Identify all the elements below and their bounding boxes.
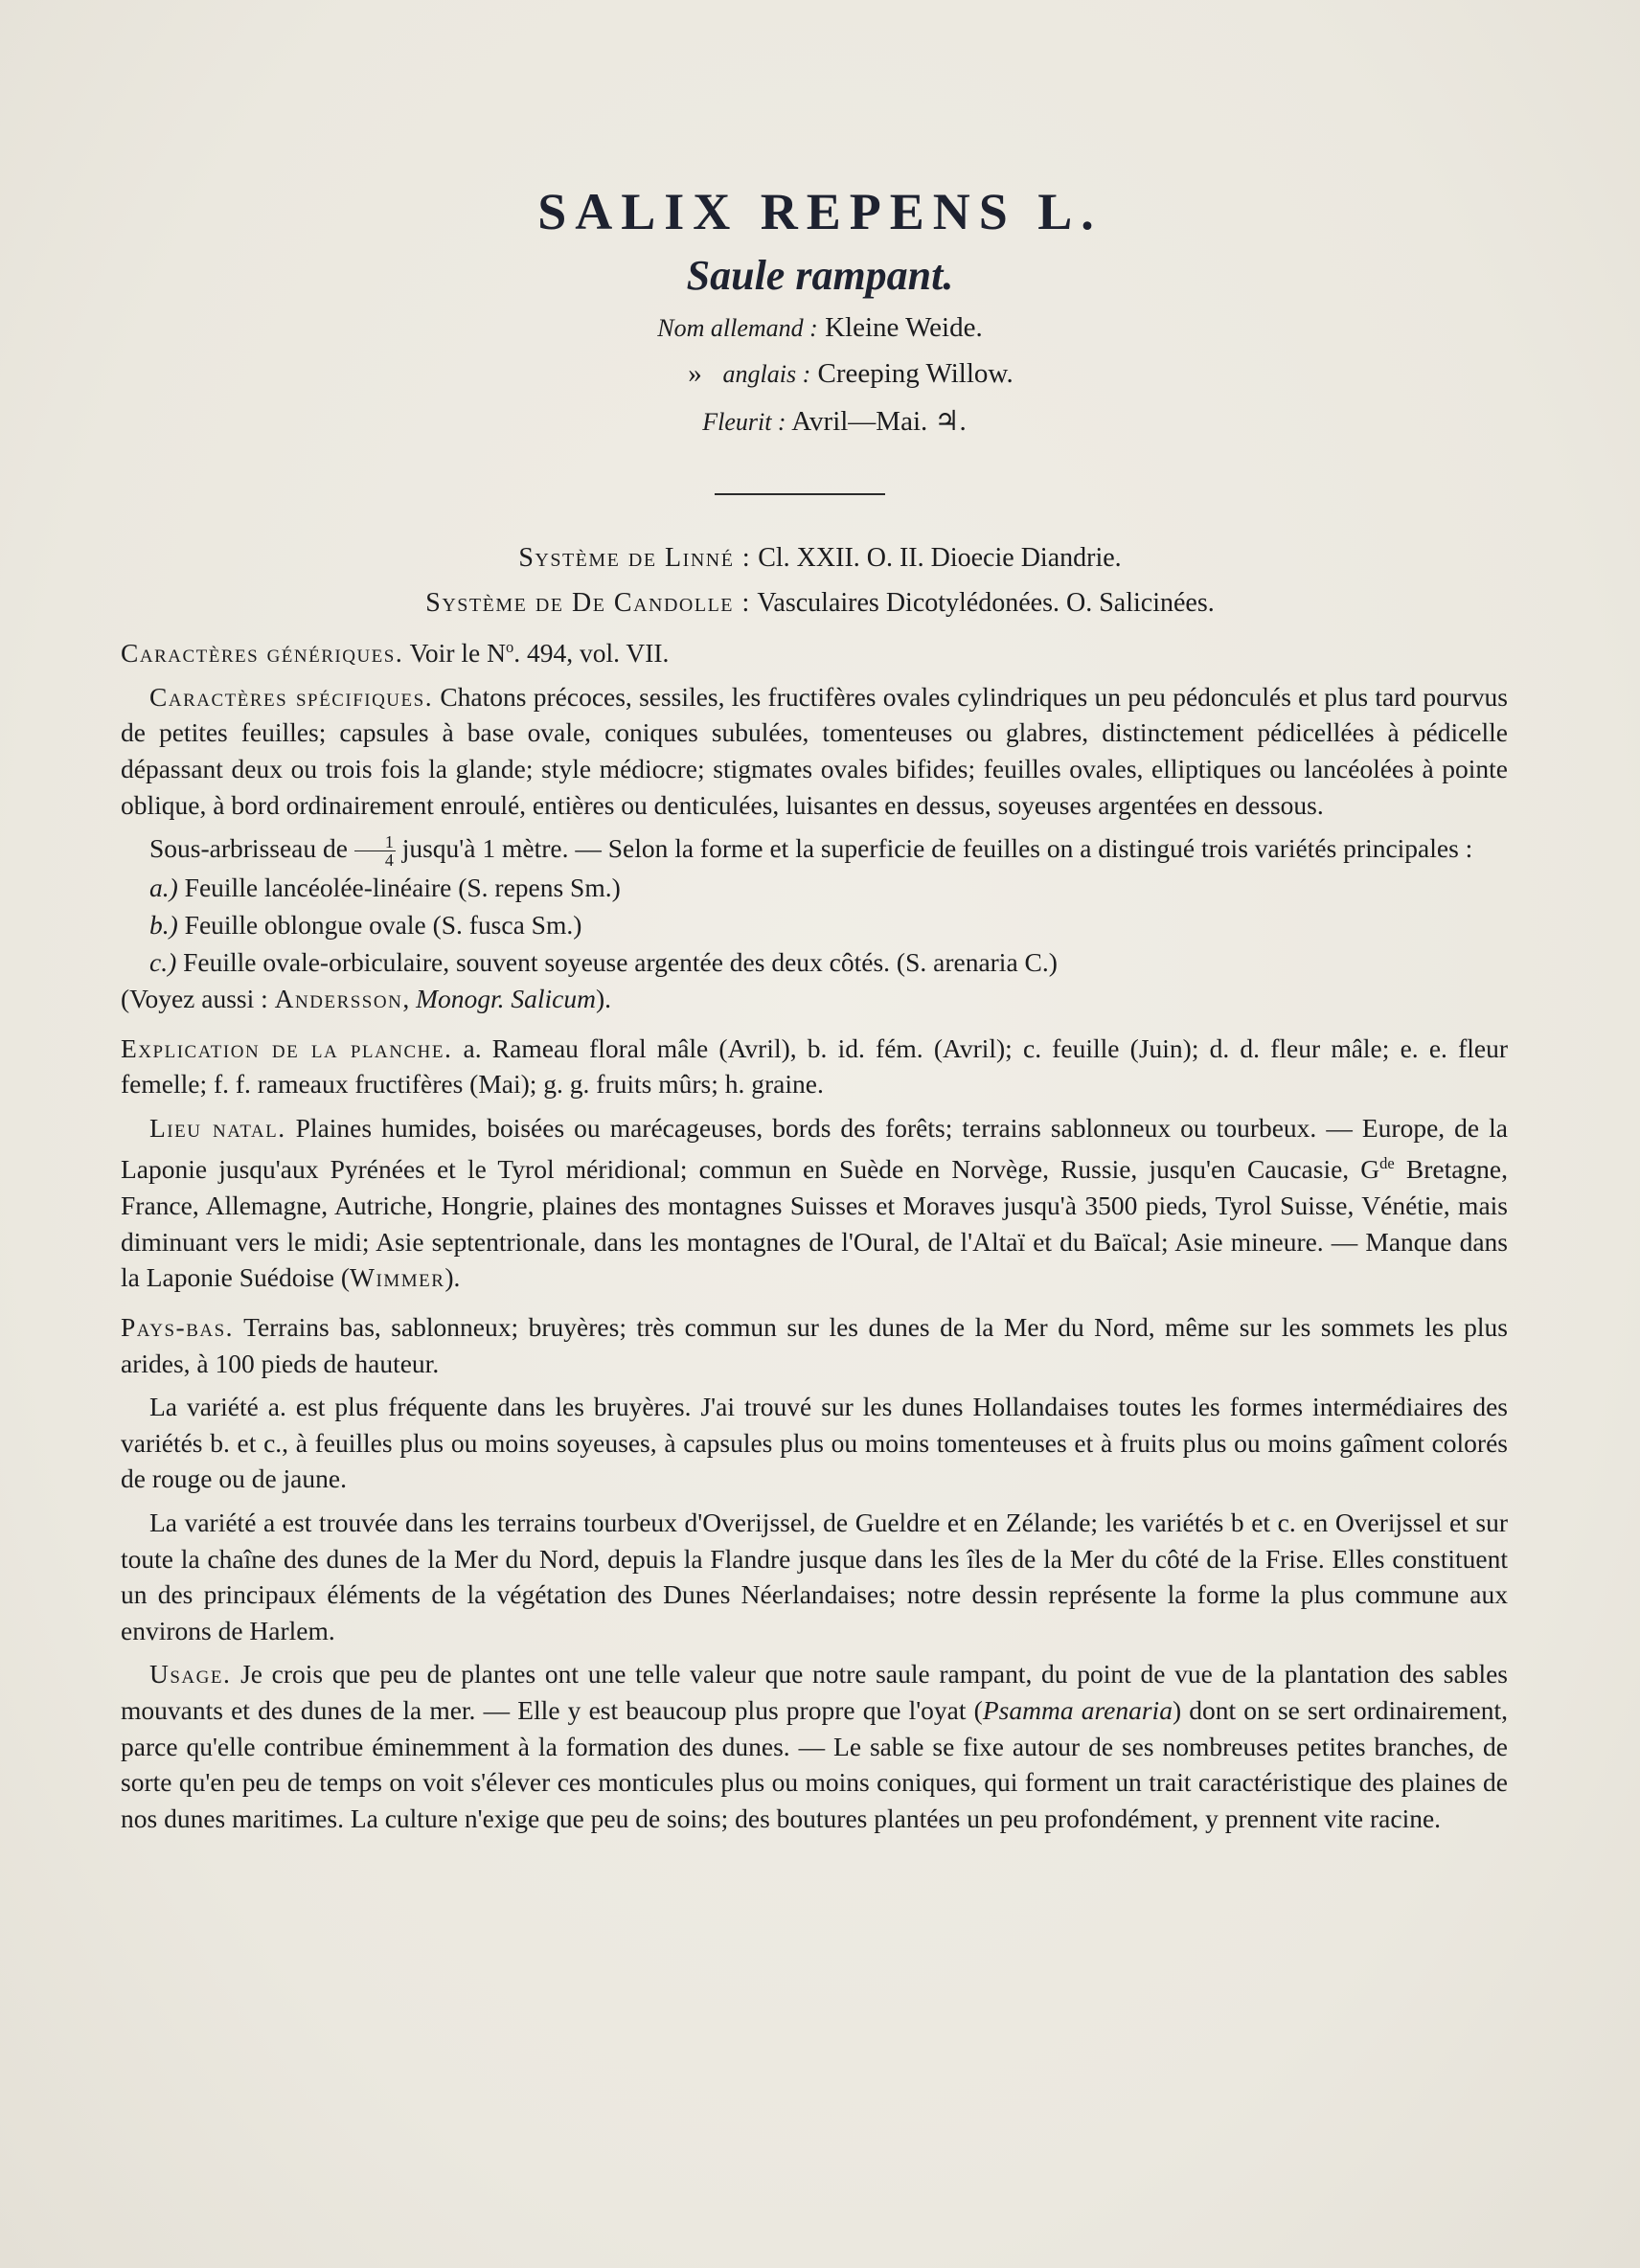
generic-characters-paragraph [121, 629, 1508, 671]
author-name: Andersson [274, 984, 403, 1014]
variety-letter: c.) [149, 946, 177, 977]
plate-explanation-label: Explication de la planche. [121, 1032, 453, 1063]
page-subtitle: Saule rampant. [686, 252, 954, 299]
plate-explanation-paragraph [121, 1031, 1508, 1102]
specific-characters-paragraph [121, 679, 1508, 823]
latin-name: Psamma arenaria [982, 1694, 1173, 1725]
generic-characters-text: Voir le $N^o$. 494, vol. VII. [409, 638, 670, 669]
variety-a-item [121, 870, 1508, 906]
variety-text: Feuille lancéolée-linéaire (S. repens Sm.) [184, 873, 621, 903]
variety-distribution-paragraph: La variété a. est plus fréquente dans les bruyères. J'ai trouvé sur les dunes Hollandaises toutes les formes intermédiaires des variétés b. et c., à feuilles plus ou moins soyeuses, à capsules plus ou moins tomenteuses et à fruits plus ou moins gaîment colorés de rouge ou de jaune. [121, 1392, 1508, 1494]
netherlands-paragraph [121, 1309, 1508, 1381]
german-name-label: Nom allemand : [657, 314, 818, 342]
candolle-system-label: Système de De Candolle : [425, 588, 751, 618]
linne-system-label: Système de Linné : [518, 543, 752, 573]
netherlands-label: Pays-bas. [121, 1312, 235, 1342]
variety-b-item [121, 907, 1508, 943]
description-body [121, 629, 1508, 1844]
flowering-label: Fleurit : [702, 408, 786, 436]
linne-system-line [0, 543, 1640, 574]
generic-characters-label: Caractères génériques. [121, 638, 404, 669]
variety-letter: a.) [149, 873, 178, 903]
variety-text: Feuille ovale-orbiculaire, souvent soyeuse argentée des deux côtés. (S. arenaria C.) [183, 946, 1058, 977]
german-name-value: Kleine Weide. [825, 312, 983, 343]
candolle-system-line [0, 588, 1640, 619]
see-also-line: (Voyez aussi : Andersson, Monogr. Salicum). [121, 984, 612, 1014]
specific-characters-text: Chatons précoces, sessiles, les fructifères ovales cylindriques un peu pédonculés et plus tard pourvus de petites feuilles; capsules à base ovale, coniques subulées, tomenteuses ou glabres, distinctement pédicellées à pédicelle dépassant deux ou trois fois la glande; style médiocre; stigmates ovales bifides; feuilles ovales, elliptiques ou lancéolées à pointe oblique, à bord ordinairement enroulé, entières ou denticulées, luisantes en dessus, soyeuses argentées en dessous. [121, 681, 1508, 820]
flowering-line [0, 404, 1640, 450]
title-divider [715, 493, 885, 495]
page-title: SALIX REPENS L. [537, 183, 1103, 240]
author-name: Wimmer [350, 1262, 445, 1293]
linne-system-value: Cl. XXII. O. II. Dioecie Diandrie. [758, 543, 1122, 573]
work-title: Monogr. Salicum [416, 984, 596, 1014]
variety-text: Feuille oblongue ovale (S. fusca Sm.) [184, 909, 582, 940]
quarter-fraction: $\frac{1}{4}$ [354, 833, 396, 869]
variety-c-item [121, 944, 1508, 981]
specific-characters-label: Caractères spécifiques. [149, 681, 434, 712]
native-range-paragraph: Lieu natal. Plaines humides, boisées ou marécageuses, bords des forêts; terrains sablonneux ou tourbeux. — Europe, de la Laponie jusqu'aux Pyrénées et le Tyrol méridional; commun en Suède en Norvège, Russie, jusqu'en Caucasie, $G^{de}$ Bretagne, France, Allemagne, Autriche, Hongrie, plaines des montagnes Suisses et Moraves jusqu'à 3500 pieds, Tyrol Suisse, Vénétie, mais diminuant vers le midi; Asie septentrionale, dans les montagnes de l'Oural, de l'Altaï et du Baïcal; Asie mineure. — Manque dans la Laponie Suédoise (Wimmer). [121, 1112, 1509, 1293]
usage-label: Usage. [149, 1659, 232, 1690]
common-names-block [0, 312, 1640, 450]
netherlands-text: Terrains bas, sablonneux; bruyères; très commun sur les dunes de la Mer du Nord, même sur les sommets les plus arides, à 100 pieds de hauteur. [121, 1312, 1508, 1378]
native-range-label: Lieu natal. [149, 1112, 286, 1143]
english-name-value: Creeping Willow. [817, 358, 1014, 389]
flowering-value: Avril—Mai. ♃. [791, 406, 967, 437]
usage-paragraph: Usage. Je crois que peu de plantes ont une telle valeur que notre saule rampant, du point de vue de la plantation des sables mouvants et des dunes de la mer. — Elle y est beaucoup plus propre que l'oyat (Psamma arenaria) dont on se sert ordinairement, parce qu'elle contribue éminemment à la formation des dunes. — Le sable se fixe autour de ses nombreuses petites branches, de sorte qu'en peu de temps on voit s'élever ces monticules plus ou moins coniques, qui forment un trait caractéristique des plaines de nos dunes maritimes. La culture n'exige que peu de soins; des boutures plantées un peu profondément, y prennent vite racine. [121, 1659, 1509, 1833]
candolle-system-value: Vasculaires Dicotylédonées. O. Salicinées. [757, 588, 1215, 618]
english-name-label: anglais : [722, 360, 811, 388]
size-paragraph: Sous-arbrisseau de $\frac{1}{4}$ jusqu'à 1 mètre. — Selon la forme et la superficie de feuilles on a distingué trois variétés principales : [149, 832, 1473, 871]
variety-location-paragraph: La variété a est trouvée dans les terrains tourbeux d'Overijssel, de Gueldre et en Zélande; les variétés b et c. en Overijssel et sur toute la chaîne des dunes de la Mer du Nord, depuis la Flandre jusque dans les îles de la Mer du côté de la Frise. Elles constituent un des principaux éléments de la végétation des Dunes Néerlandaises; notre dessin représente la forme la plus commune aux environs de Harlem. [121, 1507, 1508, 1645]
german-name-line [0, 312, 1640, 358]
english-name-line [0, 358, 1640, 404]
plate-explanation-text: a. Rameau floral mâle (Avril), b. id. fém. (Avril); c. feuille (Juin); d. d. fleur mâle; e. e. fleur femelle; f. f. rameaux fructifères (Mai); g. g. fruits mûrs; h. graine. [121, 1032, 1509, 1100]
ditto-mark: » [688, 358, 702, 389]
variety-letter: b.) [149, 909, 178, 940]
